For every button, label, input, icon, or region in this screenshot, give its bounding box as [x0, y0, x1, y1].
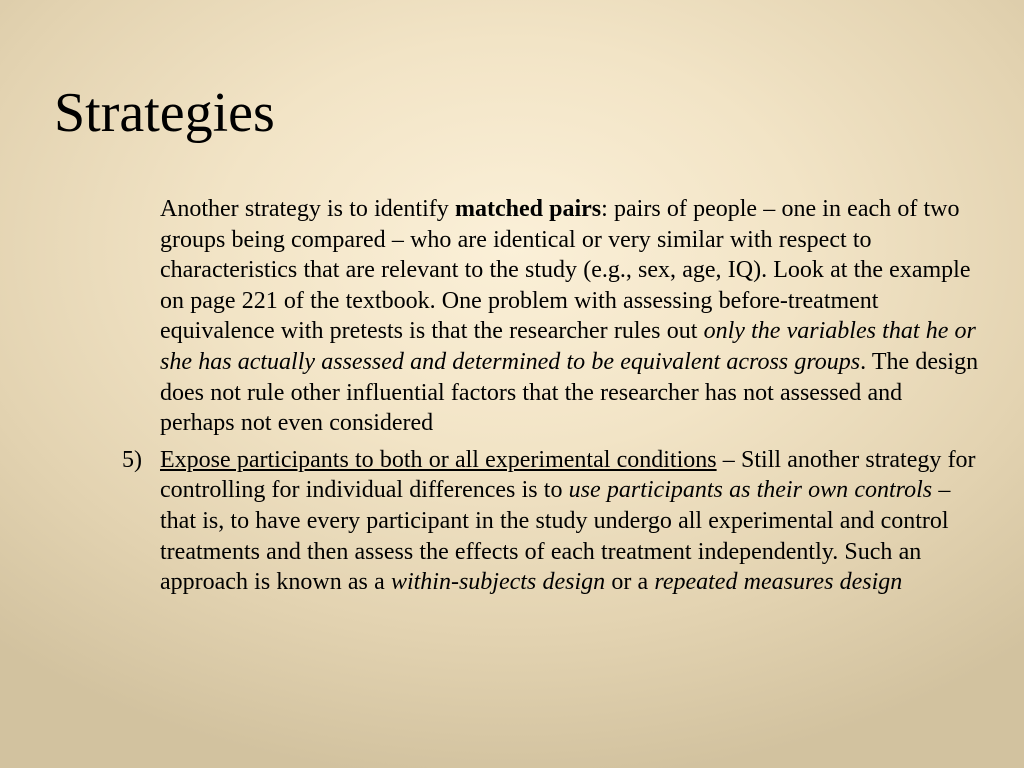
paragraph-body: : pairs of people – one in each of two groups being compared – who are identical or very similar with respect to characteristics that are relevant to the study (e.g., sex, age, IQ). Look at the example on page 221 of the textbook. One problem with assessing before-treatment equivalence with pretests is that the researcher rules out [160, 196, 971, 345]
list-number: 5) [122, 446, 142, 473]
paragraph-intro: Another strategy is to identify [160, 196, 455, 222]
slide-body [122, 194, 980, 598]
repeated-measures-term: repeated measures design [654, 569, 903, 596]
paragraph-italic-phrase: only the variables that he or she has actually assessed and determined to be equivalent across groups [160, 318, 976, 375]
matched-pairs-term: matched pairs [454, 196, 602, 222]
item-text-1: – Still another strategy for controlling for individual differences is to [160, 446, 976, 504]
item-text-2: that is, to have every participant in the study undergo all experimental and control treatments and then assess the effects of each treatment independently. Such an approach is known as a [160, 507, 949, 596]
list-item-5 [122, 445, 980, 598]
paragraph-matched-pairs [160, 194, 980, 439]
item-heading: Expose participants to both or all experimental conditions [160, 446, 717, 473]
slide-title: Strategies [54, 82, 275, 144]
within-subjects-term: within-subjects design [390, 569, 606, 596]
item-text-3: or a [605, 569, 655, 596]
paragraph-ending: . The design does not rule other influential factors that the researcher has not assessed and perhaps not even considered [160, 348, 979, 437]
item-italic-1: use participants as their own controls – [568, 477, 951, 504]
